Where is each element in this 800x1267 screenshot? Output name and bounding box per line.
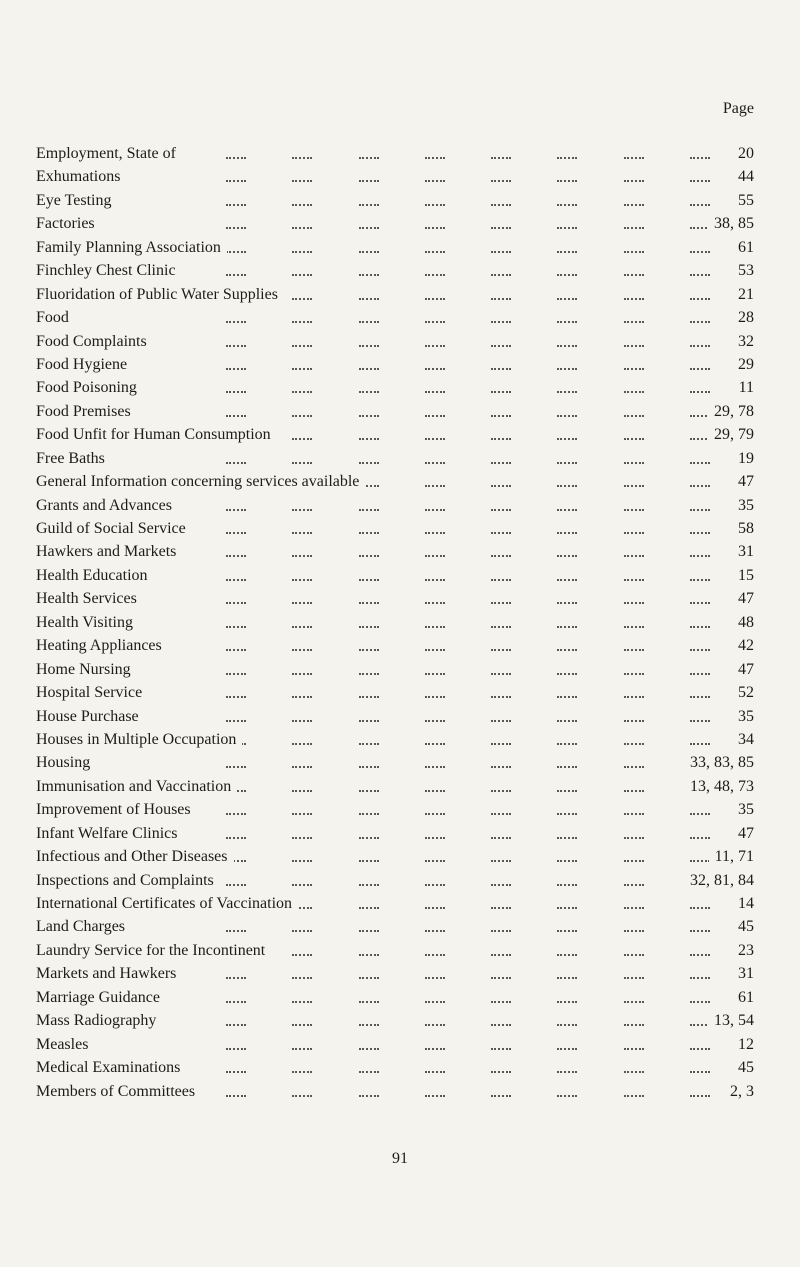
index-page-refs: 29, 78 (708, 400, 754, 423)
index-entry (36, 751, 754, 774)
dot-leader (226, 400, 710, 417)
index-entry (36, 259, 754, 282)
index-page-refs: 47 (732, 470, 754, 493)
index-term: Grants and Advances (36, 497, 178, 514)
index-term: International Certificates of Vaccination (36, 895, 298, 912)
index-page-refs: 35 (732, 798, 754, 821)
index-entry (36, 376, 754, 399)
index-page-refs: 61 (732, 986, 754, 1009)
index-page-refs: 23 (732, 939, 754, 962)
index-page-refs: 52 (732, 681, 754, 704)
index-term: Factories (36, 215, 101, 232)
index-term: Food Complaints (36, 333, 153, 350)
dot-leader (226, 705, 710, 722)
page-column-label: Page (722, 100, 754, 117)
index-page-refs: 47 (732, 822, 754, 845)
page-number: 91 (392, 1150, 408, 1167)
dot-leader (226, 1080, 710, 1097)
index-term: Health Education (36, 567, 154, 584)
index-entry (36, 1009, 754, 1032)
index-page-refs: 35 (732, 494, 754, 517)
index-term: Immunisation and Vaccination (36, 778, 237, 795)
index-term: General Information concerning services available (36, 473, 365, 490)
dot-leader (226, 728, 710, 745)
dot-leader (226, 915, 710, 932)
index-entry (36, 892, 754, 915)
dot-leader (226, 587, 710, 604)
index-term: Food Unfit for Human Consumption (36, 426, 277, 443)
index-entry (36, 400, 754, 423)
dot-leader (226, 681, 710, 698)
index-entry (36, 822, 754, 845)
dot-leader (226, 986, 710, 1003)
index-entry (36, 470, 754, 493)
dot-leader (226, 962, 710, 979)
index-entry (36, 517, 754, 540)
index-page-refs: 32, 81, 84 (684, 869, 754, 892)
index-entry (36, 658, 754, 681)
index-entry (36, 939, 754, 962)
index-page-refs: 2, 3 (724, 1080, 754, 1103)
index-page-refs: 45 (732, 1056, 754, 1079)
index-term: Food Poisoning (36, 379, 143, 396)
index-term: Health Visiting (36, 614, 139, 631)
index-page-refs: 53 (732, 259, 754, 282)
dot-leader (226, 423, 710, 440)
index-entry (36, 775, 754, 798)
index-term: Infant Welfare Clinics (36, 825, 183, 842)
dot-leader (226, 564, 710, 581)
index-entry (36, 447, 754, 470)
index-entry (36, 611, 754, 634)
index-page-refs: 34 (732, 728, 754, 751)
index-page-refs: 35 (732, 705, 754, 728)
index-page-refs: 48 (732, 611, 754, 634)
index-term: Laundry Service for the Incontinent (36, 942, 271, 959)
index-entry (36, 1080, 754, 1103)
index-entry (36, 283, 754, 306)
index-entry (36, 587, 754, 610)
dot-leader (226, 142, 710, 159)
index-entry (36, 705, 754, 728)
dot-leader (226, 845, 710, 862)
index-entry (36, 798, 754, 821)
index-entry (36, 540, 754, 563)
index-term: Free Baths (36, 450, 111, 467)
index-entry (36, 845, 754, 868)
index-entry (36, 236, 754, 259)
index-page-refs: 21 (732, 283, 754, 306)
index-term: Marriage Guidance (36, 989, 166, 1006)
index-page-refs: 31 (732, 540, 754, 563)
index-entry (36, 494, 754, 517)
dot-leader (226, 540, 710, 557)
index-term: Health Services (36, 590, 143, 607)
index-entry (36, 915, 754, 938)
index-page-refs: 33, 83, 85 (684, 751, 754, 774)
dot-leader (226, 658, 710, 675)
index-page-refs: 45 (732, 915, 754, 938)
index-term: Markets and Hawkers (36, 965, 182, 982)
index-term: Hawkers and Markets (36, 543, 182, 560)
index-term: Employment, State of (36, 145, 182, 162)
index-term: Medical Examinations (36, 1059, 186, 1076)
index-page-refs: 58 (732, 517, 754, 540)
dot-leader (226, 330, 710, 347)
index-page-refs: 42 (732, 634, 754, 657)
index-page-refs: 14 (732, 892, 754, 915)
dot-leader (226, 1033, 710, 1050)
index-page-refs: 31 (732, 962, 754, 985)
dot-leader (226, 1009, 710, 1026)
index-page-refs: 13, 54 (708, 1009, 754, 1032)
index-entry (36, 189, 754, 212)
index-term: Measles (36, 1036, 94, 1053)
index-page-refs: 32 (732, 330, 754, 353)
index-term: Food (36, 309, 75, 326)
index-page-refs: 38, 85 (708, 212, 754, 235)
index-term: Hospital Service (36, 684, 148, 701)
index-term: Members of Committees (36, 1083, 201, 1100)
index-term: Housing (36, 754, 96, 771)
index-entry (36, 353, 754, 376)
index-page-refs: 47 (732, 658, 754, 681)
index-term: Houses in Multiple Occupation (36, 731, 242, 748)
index-term: Eye Testing (36, 192, 117, 209)
index-term: House Purchase (36, 708, 145, 725)
dot-leader (226, 939, 710, 956)
dot-leader (226, 189, 710, 206)
dot-leader (226, 212, 710, 229)
index-term: Fluoridation of Public Water Supplies (36, 286, 284, 303)
index-entry (36, 330, 754, 353)
index-page-refs: 11, 71 (709, 845, 754, 868)
index-page-refs: 11 (733, 376, 754, 399)
index-term: Exhumations (36, 168, 126, 185)
dot-leader (226, 306, 710, 323)
index-entry (36, 962, 754, 985)
index-page-refs: 44 (732, 165, 754, 188)
dot-leader (226, 798, 710, 815)
index-entry (36, 728, 754, 751)
index-page-refs: 15 (732, 564, 754, 587)
index-page-refs: 12 (732, 1033, 754, 1056)
index-entry (36, 681, 754, 704)
dot-leader (226, 353, 710, 370)
index-term: Home Nursing (36, 661, 137, 678)
index-entry (36, 212, 754, 235)
index-entry (36, 1056, 754, 1079)
index-term: Finchley Chest Clinic (36, 262, 182, 279)
index-page-refs: 55 (732, 189, 754, 212)
index-page-refs: 29 (732, 353, 754, 376)
index-term: Guild of Social Service (36, 520, 192, 537)
dot-leader (226, 236, 710, 253)
index-term: Family Planning Association (36, 239, 227, 256)
index-entry (36, 1033, 754, 1056)
index-term: Inspections and Complaints (36, 872, 220, 889)
index-entry (36, 306, 754, 329)
dot-leader (226, 447, 710, 464)
dot-leader (226, 892, 710, 909)
dot-leader (226, 165, 710, 182)
index-page-refs: 19 (732, 447, 754, 470)
dot-leader (226, 517, 710, 534)
index-page-refs: 28 (732, 306, 754, 329)
dot-leader (226, 611, 710, 628)
index-entry (36, 986, 754, 1009)
dot-leader (226, 869, 710, 886)
index-entry (36, 423, 754, 446)
index-page-refs: 20 (732, 142, 754, 165)
dot-leader (226, 259, 710, 276)
index-term: Food Premises (36, 403, 137, 420)
index-list (36, 142, 754, 1103)
index-page-refs: 61 (732, 236, 754, 259)
index-term: Improvement of Houses (36, 801, 197, 818)
dot-leader (226, 1056, 710, 1073)
dot-leader (226, 634, 710, 651)
dot-leader (226, 775, 710, 792)
index-term: Infectious and Other Diseases (36, 848, 234, 865)
index-entry (36, 165, 754, 188)
index-entry (36, 634, 754, 657)
index-term: Land Charges (36, 918, 131, 935)
index-page-refs: 47 (732, 587, 754, 610)
index-page-refs: 29, 79 (708, 423, 754, 446)
index-page-refs: 13, 48, 73 (684, 775, 754, 798)
dot-leader (226, 376, 710, 393)
index-term: Food Hygiene (36, 356, 133, 373)
dot-leader (226, 751, 710, 768)
index-term: Mass Radiography (36, 1012, 162, 1029)
dot-leader (226, 283, 710, 300)
index-entry (36, 142, 754, 165)
index-entry (36, 564, 754, 587)
dot-leader (226, 822, 710, 839)
index-term: Heating Appliances (36, 637, 168, 654)
index-entry (36, 869, 754, 892)
dot-leader (226, 494, 710, 511)
